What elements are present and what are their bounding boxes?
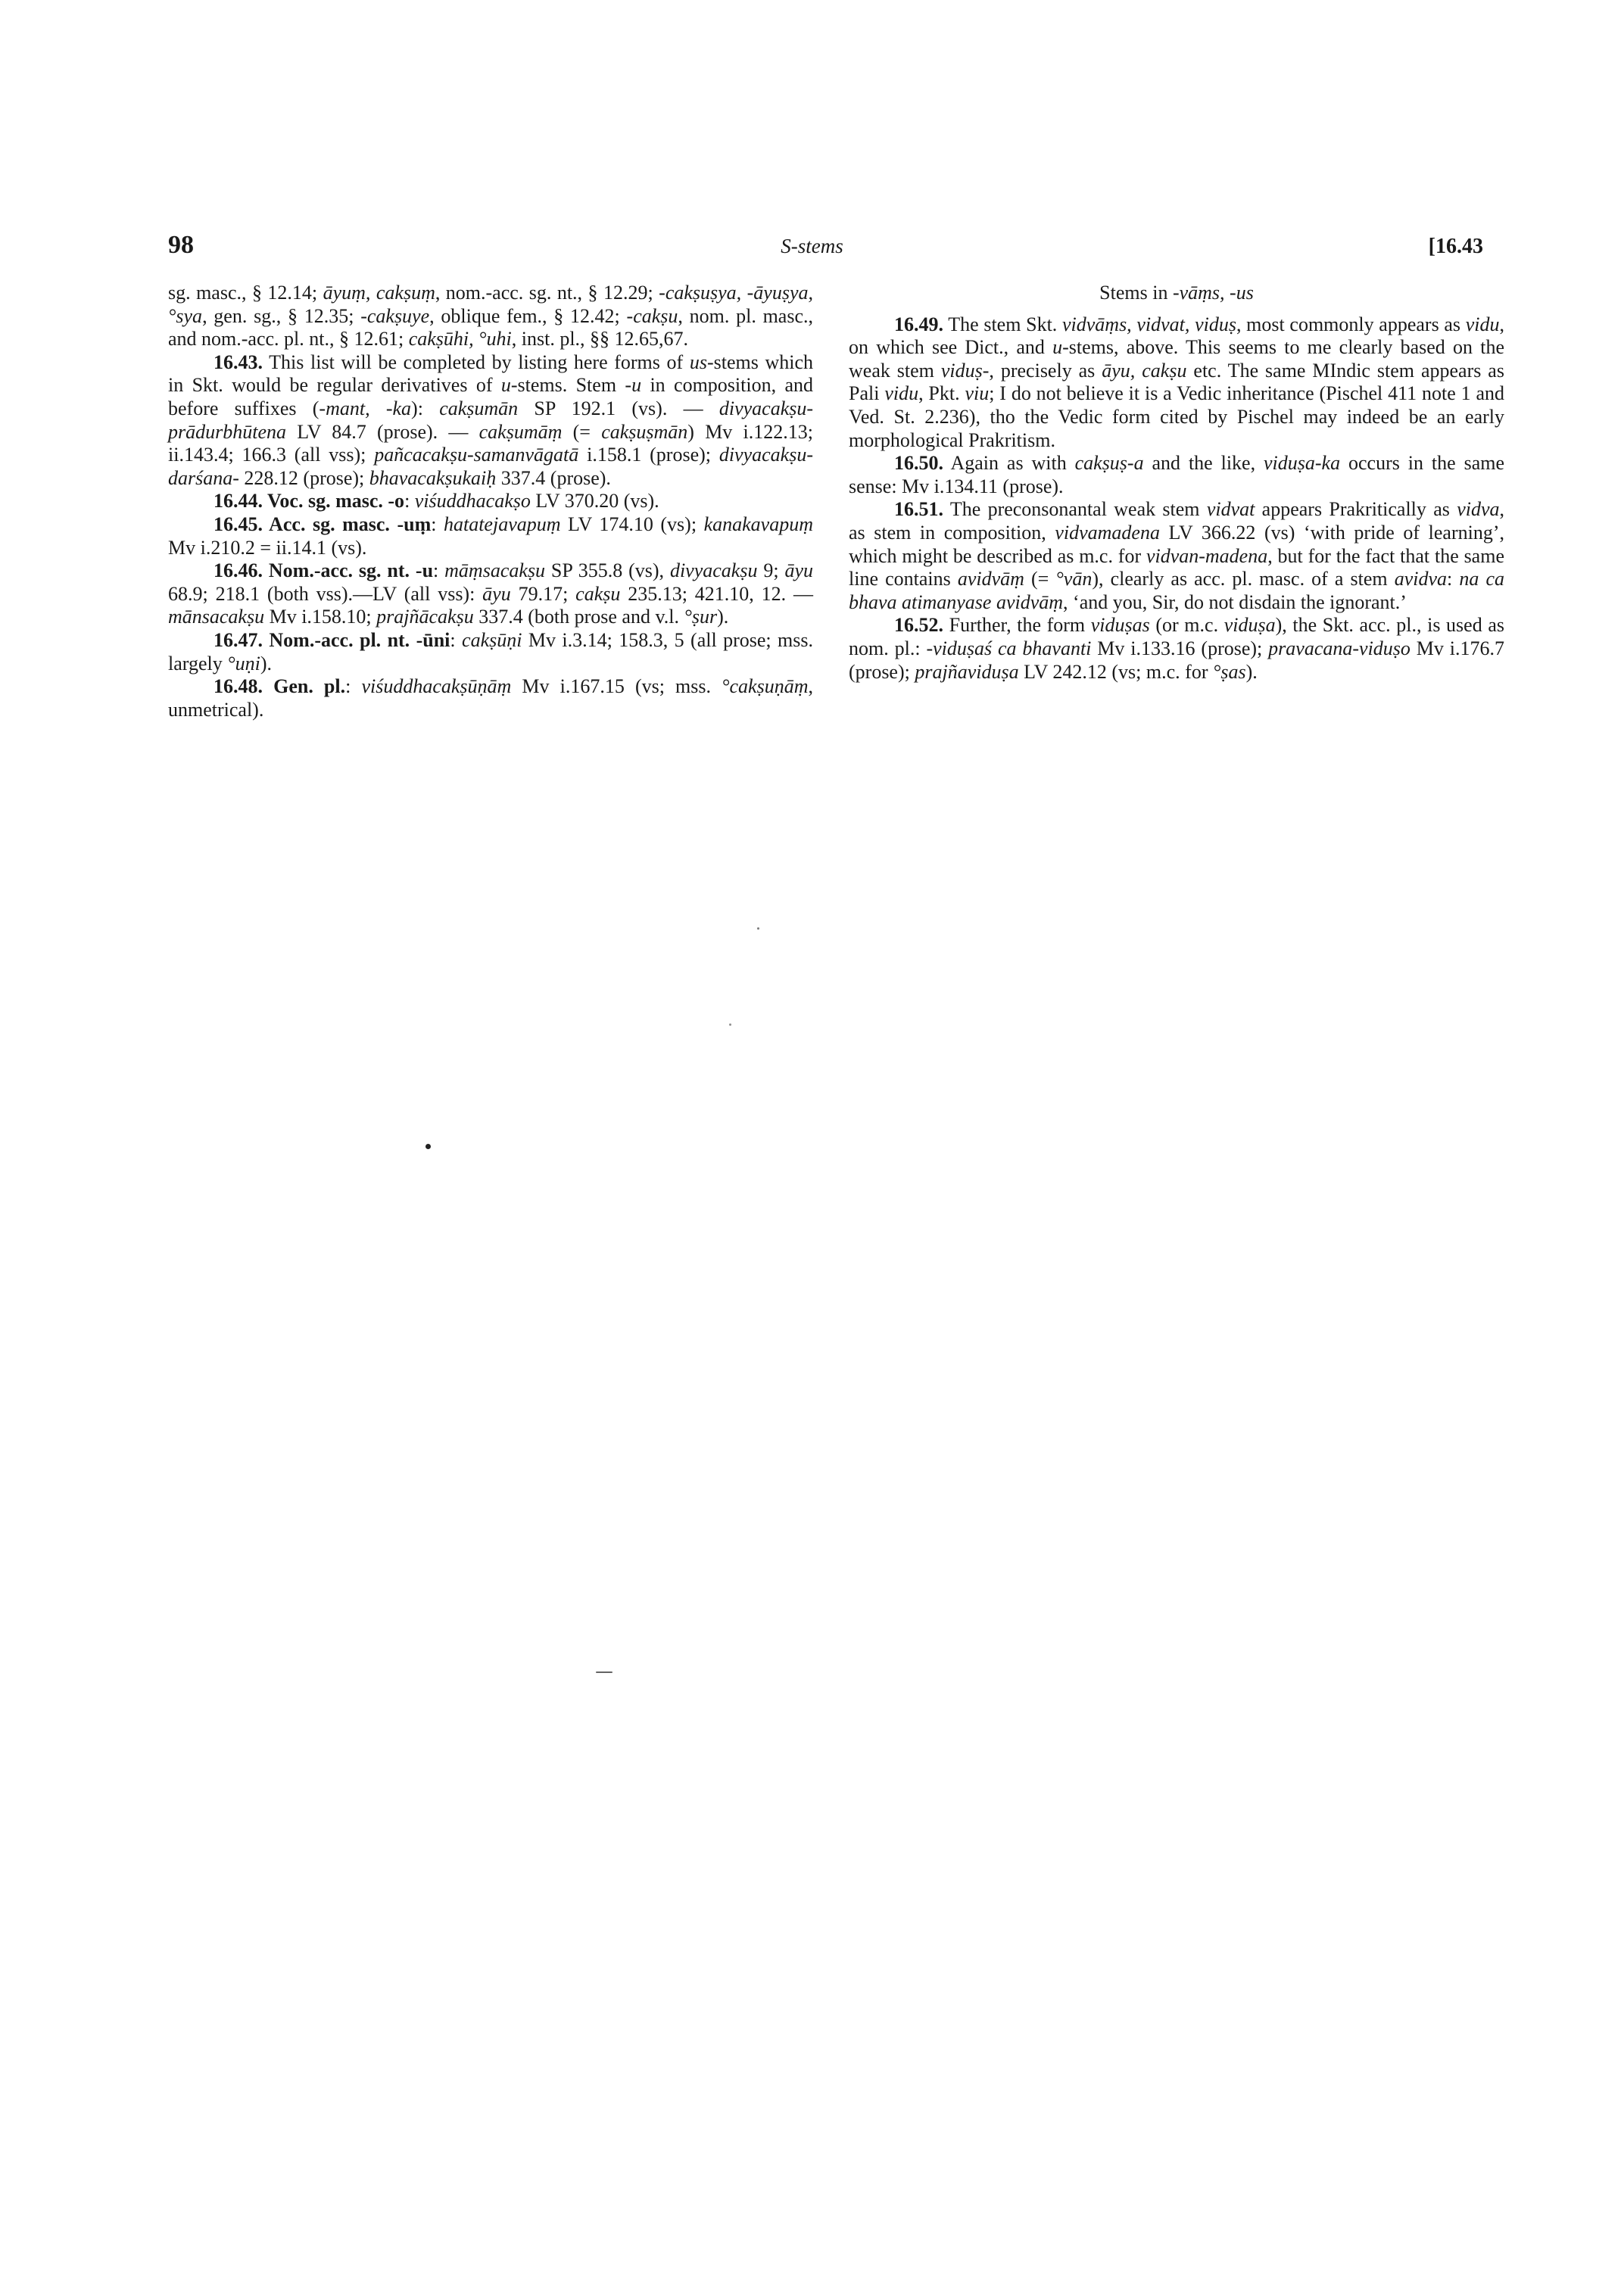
section-reference: [16.43 (1428, 235, 1483, 258)
section-number: 16.51. (894, 498, 943, 521)
paragraph-16-50: 16.50. Again as with cakṣuṣ-a and the like, viduṣa-ka occurs in the same sense: Mv i.134.11 (prose). (849, 452, 1504, 497)
subsection-title: Stems in -vāṃs, -us (1099, 282, 1254, 304)
scan-speck (729, 1023, 731, 1026)
paragraph-16-47: 16.47. Nom.-acc. pl. nt. -ūni: cakṣūṇi Mv i.3.14; 158.3, 5 (all prose; mss. largely °uṇi). (168, 628, 814, 675)
left-column (168, 282, 813, 721)
paragraph-16-48: 16.48. Gen. pl.: viśuddhacakṣūṇāṃ Mv i.167.15 (vs; mss. °cakṣuṇāṃ, unmetrical). (168, 675, 813, 721)
paragraph-16-51: 16.51. The preconsonantal weak stem vidvat appears Prakritically as vidva, as stem in composition, vidvamadena LV 366.22 (vs) ‘with pride of learning’, which might be described as m.c. for vidvan-madena, but for the fact that the same line contains avidvāṃ (= °vān), clearly as acc. pl. masc. of a stem avidva: na ca bhava atimanyase avidvāṃ, ‘and you, Sir, do not disdain the ignorant.’ (849, 498, 1504, 613)
section-heading: Nom.-acc. sg. nt. -u (263, 559, 434, 582)
section-number: 16.48. (214, 675, 263, 698)
section-heading: Gen. pl. (263, 675, 346, 698)
paragraph-16-45: 16.45. Acc. sg. masc. -uṃ: hatatejavapuṃ LV 174.10 (vs); kanakavapuṃ Mv i.210.2 = ii.14.1 (vs). (168, 512, 813, 559)
section-number: 16.49. (894, 313, 943, 335)
scan-speck (757, 927, 759, 930)
paragraph-16-52: 16.52. Further, the form viduṣas (or m.c. viduṣa), the Skt. acc. pl., is used as nom. pl.: -viduṣaś ca bhavanti Mv i.133.16 (prose); pravacana-viduṣo Mv i.176.7 (prose); prajñaviduṣa LV 242.12 (vs; m.c. for °ṣas). (849, 614, 1505, 683)
paragraph-16-46: 16.46. Nom.-acc. sg. nt. -u: māṃsacakṣu SP 355.8 (vs), divyacakṣu 9; āyu 68.9; 218.1 (both vss).—LV (all vss): āyu 79.17; cakṣu 235.13; 421.10, 12. — mānsacakṣu Mv i.158.10; prajñācakṣu 337.4 (both prose and v.l. °ṣur). (168, 559, 813, 628)
scan-speck (425, 1144, 431, 1149)
paragraph-16-49: 16.49. The stem Skt. vidvāṃs, vidvat, viduṣ, most commonly appears as vidu, on which see Dict., and u-stems, above. This seems to me clearly based on the weak stem viduṣ-, precisely as āyu, cakṣu etc. The same MIndic stem appears as Pali vidu, Pkt. viu; I do not believe it is a Vedic inheritance (Pischel 411 note 1 and Ved. St. 2.236), tho the Vedic form cited by Pischel may indeed be an early morphological Prakritism. (849, 313, 1504, 451)
section-number: 16.44. (214, 490, 263, 512)
section-number: 16.43. (214, 350, 263, 373)
section-number: 16.52. (894, 614, 943, 637)
running-title: S-stems (781, 235, 843, 257)
section-number: 16.45. (214, 512, 263, 535)
right-column (849, 282, 1504, 684)
paragraph-continuation: sg. masc., § 12.14; āyuṃ, cakṣuṃ, nom.-acc. sg. nt., § 12.29; -cakṣuṣya, -āyuṣya, °sya, gen. sg., § 12.35; -cakṣuye, oblique fem., § 12.42; -cakṣu, nom. pl. masc., and nom.-acc. pl. nt., § 12.61; cakṣūhi, °uhi, inst. pl., §§ 12.65,67. (168, 282, 814, 350)
scan-speck (596, 1671, 613, 1673)
page-header (0, 231, 1624, 269)
section-number: 16.46. (214, 559, 263, 582)
section-heading: Acc. sg. masc. -uṃ (263, 512, 432, 535)
paragraph-16-44: 16.44. Voc. sg. masc. -o: viśuddhacakṣo LV 370.20 (vs). (214, 490, 659, 512)
paragraph-16-43: 16.43. This list will be completed by listing here forms of us-stems which in Skt. would be regular derivatives of u-stems. Stem -u in composition, and before suffixes (-mant, -ka): cakṣumān SP 192.1 (vs). — divyacakṣu-prādurbhūtena LV 84.7 (prose). — cakṣumāṃ (= cakṣuṣmān) Mv i.122.13; ii.143.4; 166.3 (all vss); pañcacakṣu-samanvāgatā i.158.1 (prose); divyacakṣu-darśana- 228.12 (prose); bhavacakṣukaiḥ 337.4 (prose). (168, 350, 814, 489)
page-number: 98 (168, 231, 194, 259)
section-number: 16.47. (214, 628, 263, 651)
section-heading: Voc. sg. masc. -o (263, 490, 405, 512)
section-heading: Nom.-acc. pl. nt. -ūni (263, 628, 450, 651)
section-number: 16.50. (894, 452, 943, 475)
